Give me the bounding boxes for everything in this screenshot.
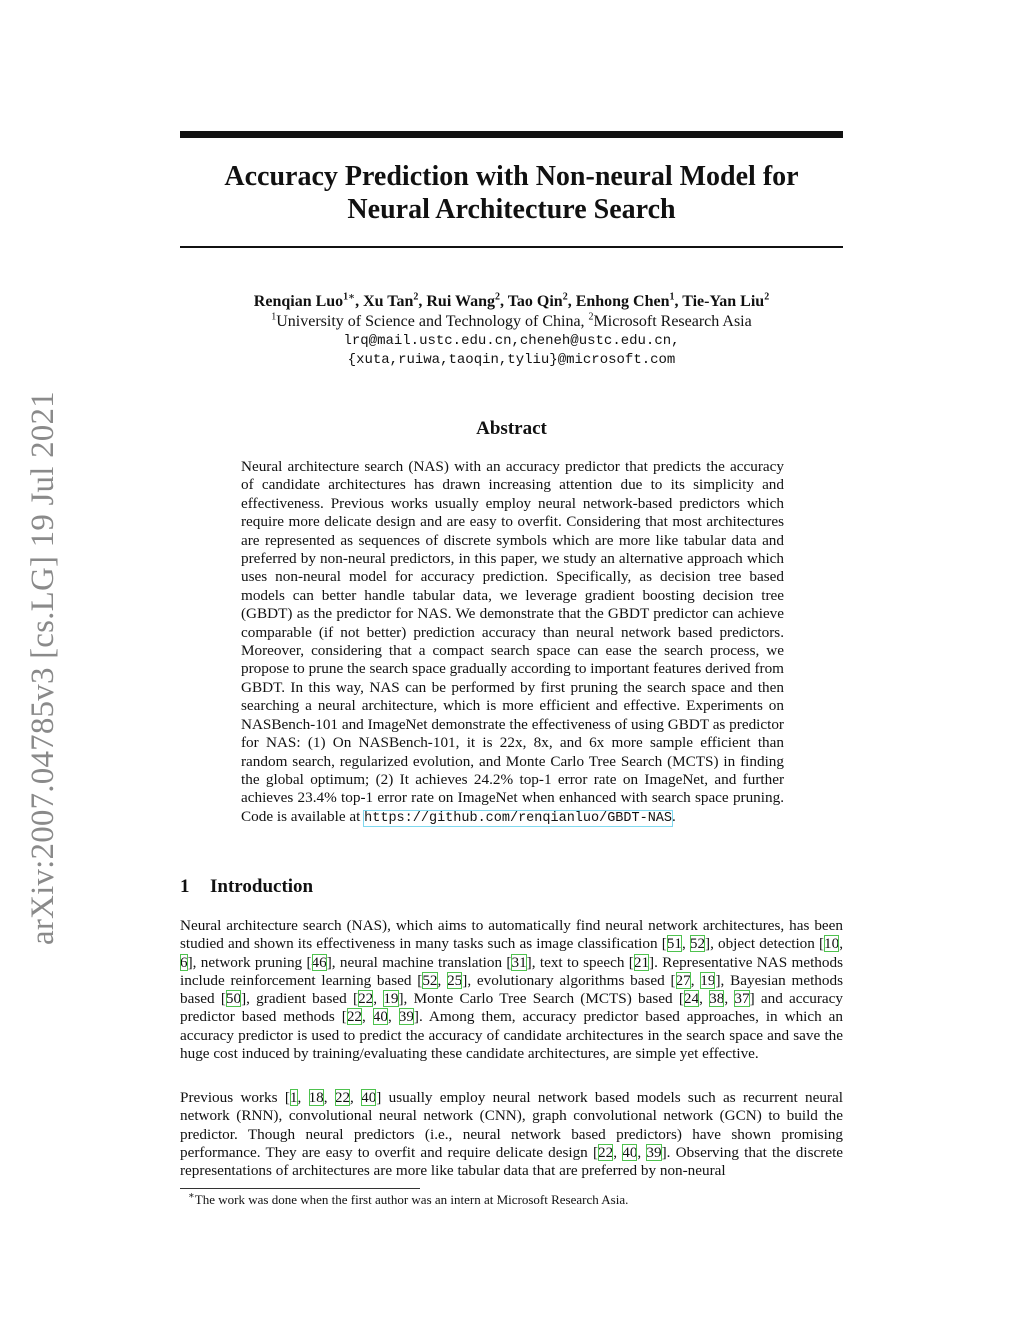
arxiv-identifier-watermark: arXiv:2007.04785v3 [cs.LG] 19 Jul 2021 <box>25 391 61 945</box>
affiliation-marker: 2 <box>413 291 419 303</box>
citation-link[interactable]: 52 <box>689 935 706 953</box>
affiliations <box>180 312 843 332</box>
email-line-2: {xuta,ruiwa,taoqin,tyliu}@microsoft.com <box>347 352 676 368</box>
intro-paragraph-2: Previous works [1, 18, 22, 40] usually employ neural network based models such as recurrent neural network (RNN), convolutional neural network (CNN), graph convolutional network (GCN) to build the predictor. Though neural predictors (i.e., neural network based predictors) have shown promising performance. They are easy to overfit and require delicate design [22, 40, 39]. Observing that the discrete representations of architectures are more like tabular data that are preferred by non-neural <box>180 1089 844 1180</box>
title-top-rule <box>180 131 843 138</box>
title-line-1: Accuracy Prediction with Non-neural Model for <box>224 161 799 192</box>
citation-link[interactable]: 40 <box>622 1143 638 1161</box>
affiliation-marker: 1 <box>271 311 277 323</box>
affiliation-marker: 2 <box>764 291 770 303</box>
title-bottom-rule <box>180 246 843 248</box>
citation-link[interactable]: 18 <box>308 1089 324 1106</box>
citation-link[interactable]: 1 <box>289 1089 298 1106</box>
footnote-marker: ∗ <box>188 1190 195 1202</box>
citation-link[interactable]: 31 <box>511 953 527 971</box>
email-line-1: lrq@mail.ustc.edu.cn,cheneh@ustc.edu.cn, <box>343 333 680 349</box>
citation-link[interactable]: 19 <box>700 971 716 989</box>
section-title: Introduction <box>210 876 314 897</box>
citation-link[interactable]: 39 <box>646 1143 662 1161</box>
affiliation-marker: 2 <box>588 311 594 323</box>
citation-link[interactable]: 37 <box>734 990 750 1008</box>
citation-link[interactable]: 21 <box>633 953 650 971</box>
paper-title <box>180 160 843 226</box>
author-name: , Enhong Chen <box>567 293 670 310</box>
affiliation-marker: 1 <box>669 291 675 303</box>
citation-link[interactable]: 50 <box>225 990 242 1008</box>
author-block <box>180 292 843 370</box>
code-repository-link[interactable]: https://github.com/renqianluo/GBDT-NAS <box>364 810 673 826</box>
citation-link[interactable]: 38 <box>709 990 725 1008</box>
citation-link[interactable]: 22 <box>346 1008 362 1026</box>
citation-link[interactable]: 39 <box>398 1008 414 1026</box>
citation-link[interactable]: 40 <box>372 1008 388 1026</box>
footnote-text: The work was done when the first author was an intern at Microsoft Research Asia. <box>194 1192 629 1207</box>
intro-paragraph-1: Neural architecture search (NAS), which aims to automatically find neural network architectures, has been studied and shown its effectiveness in many tasks such as image classification [51, 52], object detection [10, 6], network pruning [46], neural machine translation [31], text to speech [21]. Representative NAS methods include reinforcement learning based [52, 25], evolutionary algorithms based [27, 19], Bayesian methods based [50], gradient based [22, 19], Monte Carlo Tree Search (MCTS) based [24, 38, 37] and accuracy predictor based methods [22, 40, 39]. Among them, accuracy predictor based approaches, in which an accuracy predictor is used to predict the accuracy of candidate architectures in the search space and save the huge cost induced by training/evaluating these candidate architectures, are simple yet effective. <box>180 917 844 1063</box>
citation-link[interactable]: 25 <box>447 971 463 989</box>
footnote-marker: ∗ <box>348 291 356 303</box>
footnote <box>180 1192 843 1208</box>
citation-link[interactable]: 19 <box>383 990 399 1008</box>
abstract-text: Neural architecture search (NAS) with an accuracy predictor that predicts the accuracy of candidate architectures has drawn increasing attention due to its simplicity and effectiveness. Previous works usually employ neural network-based predictors which require more delicate design and are easy to overfit. Considering that most architectures are represented as sequences of discrete symbols which are more like tabular data and preferred by non-neural predictors, in this paper, we study an alternative approach which uses non-neural model for accuracy prediction. Specifically, as decision tree based models can better handle tabular data, we leverage gradient boosting decision tree (GBDT) as the predictor for NAS. We demonstrate that the GBDT predictor can achieve comparable (if not better) prediction accuracy than neural network based predictors. Moreover, considering that a compact search space can ease the search process, we propose to prune the search space gradually according to important features derived from GBDT. In this way, NAS can be performed by first pruning the search space and then searching a neural architecture, which is more efficient and effective. Experiments on NASBench-101 and ImageNet demonstrate the effectiveness of using GBDT as predictor for NAS: (1) On NASBench-101, it is 22x, 8x, and 6x more sample efficient than random search, regularized evolution, and Monte Carlo Tree Search (MCTS) in finding the global optimum; (2) It achieves 24.2% top-1 error rate on ImageNet, and further achieves 23.4% top-1 error rate on ImageNet when enhanced with search space pruning. Code is available at <box>241 458 784 825</box>
author-name: , Rui Wang <box>418 293 495 310</box>
author-names <box>180 292 843 312</box>
affiliation-text: University of Science and Technology of China, <box>276 313 589 330</box>
citation-link[interactable]: 51 <box>666 935 682 953</box>
abstract-end: . <box>672 807 676 825</box>
citation-link[interactable]: 10 <box>824 935 840 953</box>
affiliation-marker: 2 <box>494 291 500 303</box>
citation-link[interactable]: 22 <box>334 1089 351 1106</box>
section-heading-introduction <box>180 876 313 898</box>
abstract-body <box>241 458 784 828</box>
author-name: , Tao Qin <box>499 293 563 310</box>
citation-link[interactable]: 27 <box>675 971 691 989</box>
citation-link[interactable]: 24 <box>683 990 700 1008</box>
citation-link[interactable]: 46 <box>311 953 327 971</box>
citation-link[interactable]: 52 <box>422 971 438 989</box>
citation-link[interactable]: 6 <box>180 953 188 971</box>
author-name: , Tie-Yan Liu <box>674 293 765 310</box>
author-name: Renqian Luo <box>253 293 344 310</box>
footnote-rule <box>180 1188 420 1189</box>
author-name: , Xu Tan <box>355 293 414 310</box>
affiliation-marker: 1 <box>343 291 349 303</box>
abstract-heading: Abstract <box>476 418 547 439</box>
citation-link[interactable]: 22 <box>598 1143 614 1161</box>
affiliation-text: Microsoft Research Asia <box>593 313 752 330</box>
affiliation-marker: 2 <box>562 291 568 303</box>
title-line-2: Neural Architecture Search <box>347 194 676 225</box>
section-number: 1 <box>180 876 190 897</box>
citation-link[interactable]: 40 <box>361 1089 377 1106</box>
citation-link[interactable]: 22 <box>358 990 374 1008</box>
